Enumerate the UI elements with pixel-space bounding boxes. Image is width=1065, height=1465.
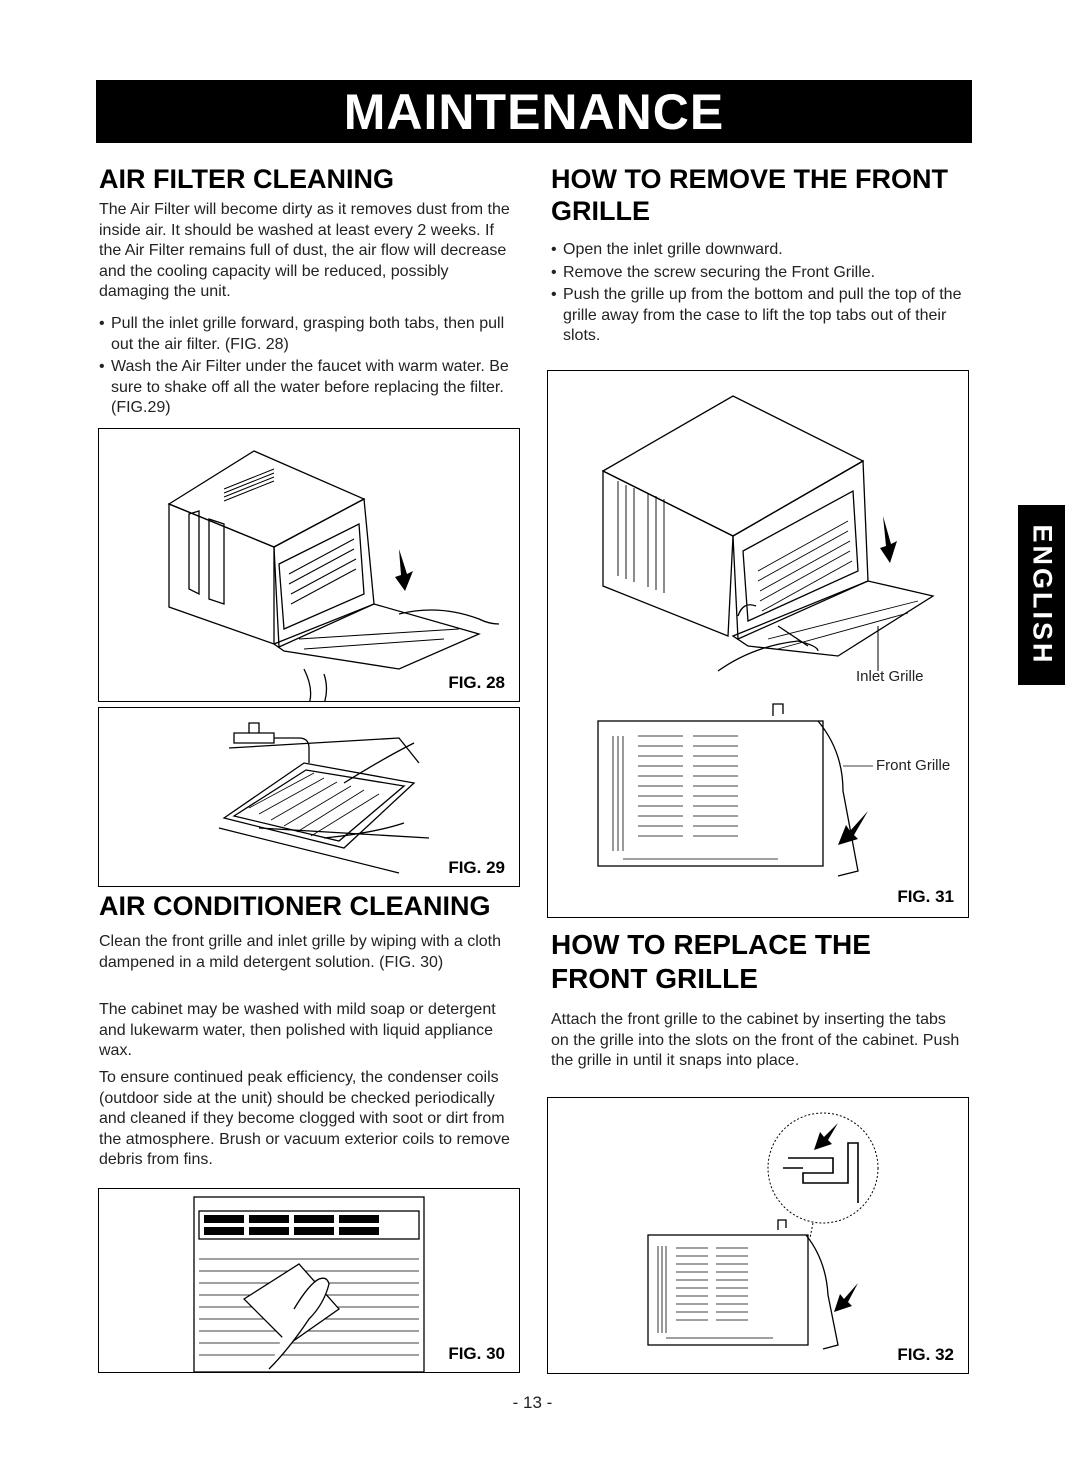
ac-cleaning-para-3: To ensure continued peak efficiency, the condenser coils (outdoor side at the unit) should be checked periodically and cleaned if they become clogged with soot or dirt from the atmosphere. Brush or vacuum exterior coils to remove debris from fins. (99, 1069, 510, 1168)
air-conditioner-filter-removal-illustration (99, 429, 519, 701)
figure-29 (98, 707, 520, 887)
air-filter-heading: AIR FILTER CLEANING (99, 164, 394, 194)
remove-grille-step: • Push the grille up from the bottom and pull the top of the grille away from the case to lift the top tabs out of their slots. (551, 285, 966, 347)
air-filter-intro: The Air Filter will become dirty as it removes dust from the inside air. It should be washed at least every 2 weeks. If the Air Filter remains full of dust, the air flow will decrease and the cooling capacity will be reduced, possibly damaging the unit. (99, 201, 510, 300)
ac-cleaning-heading: AIR CONDITIONER CLEANING (99, 891, 491, 921)
remove-grille-step: • Open the inlet grille downward. (551, 240, 966, 261)
air-filter-step: • Wash the Air Filter under the faucet with warm water. Be sure to shake off all the water before replacing the filter. (FIG.29) (99, 357, 514, 419)
figure-29-label: FIG. 29 (448, 858, 505, 877)
remove-grille-heading (551, 163, 948, 228)
front-grille-replacement-illustration (548, 1098, 968, 1373)
remove-grille-heading-line-1: HOW TO REMOVE THE FRONT (551, 164, 948, 194)
figure-30 (98, 1188, 520, 1373)
remove-grille-heading-line-2: GRILLE (551, 196, 650, 227)
inlet-grille-callout: Inlet Grille (856, 668, 924, 685)
language-tab-label: ENGLISH (1027, 524, 1057, 666)
ac-cleaning-para-1: Clean the front grille and inlet grille by wiping with a cloth dampened in a mild detergent solution. (FIG. 30) (99, 933, 501, 971)
figure-30-label: FIG. 30 (448, 1344, 505, 1363)
page-number: - 13 - (512, 1393, 553, 1412)
page-banner (96, 80, 972, 143)
figure-28 (98, 428, 520, 702)
figure-28-label: FIG. 28 (448, 673, 505, 692)
replace-grille-heading-line-1: HOW TO REPLACE THE (551, 929, 871, 960)
replace-grille-heading-line-2: FRONT GRILLE (551, 962, 758, 994)
language-tab (1018, 505, 1065, 685)
replace-grille-text: Attach the front grille to the cabinet by inserting the tabs on the grille into the slots on the front of the cabinet. Push the grille in until it snaps into place. (551, 1011, 960, 1069)
figure-31-label: FIG. 31 (897, 887, 954, 906)
replace-grille-heading (551, 928, 871, 995)
figure-32-label: FIG. 32 (897, 1345, 954, 1364)
remove-grille-steps (551, 240, 966, 349)
banner-title: MAINTENANCE (343, 83, 725, 140)
air-filter-steps (99, 314, 514, 421)
front-grille-removal-illustration (548, 371, 968, 917)
front-grille-callout: Front Grille (876, 757, 951, 774)
remove-grille-step: • Remove the screw securing the Front Grille. (551, 263, 966, 284)
figure-31 (547, 370, 969, 918)
ac-cleaning-para-2: The cabinet may be washed with mild soap or detergent and lukewarm water, then polished with liquid appliance wax. (99, 1001, 496, 1059)
figure-32 (547, 1097, 969, 1374)
air-filter-step: • Pull the inlet grille forward, grasping both tabs, then pull out the air filter. (FIG. 28) (99, 314, 514, 355)
